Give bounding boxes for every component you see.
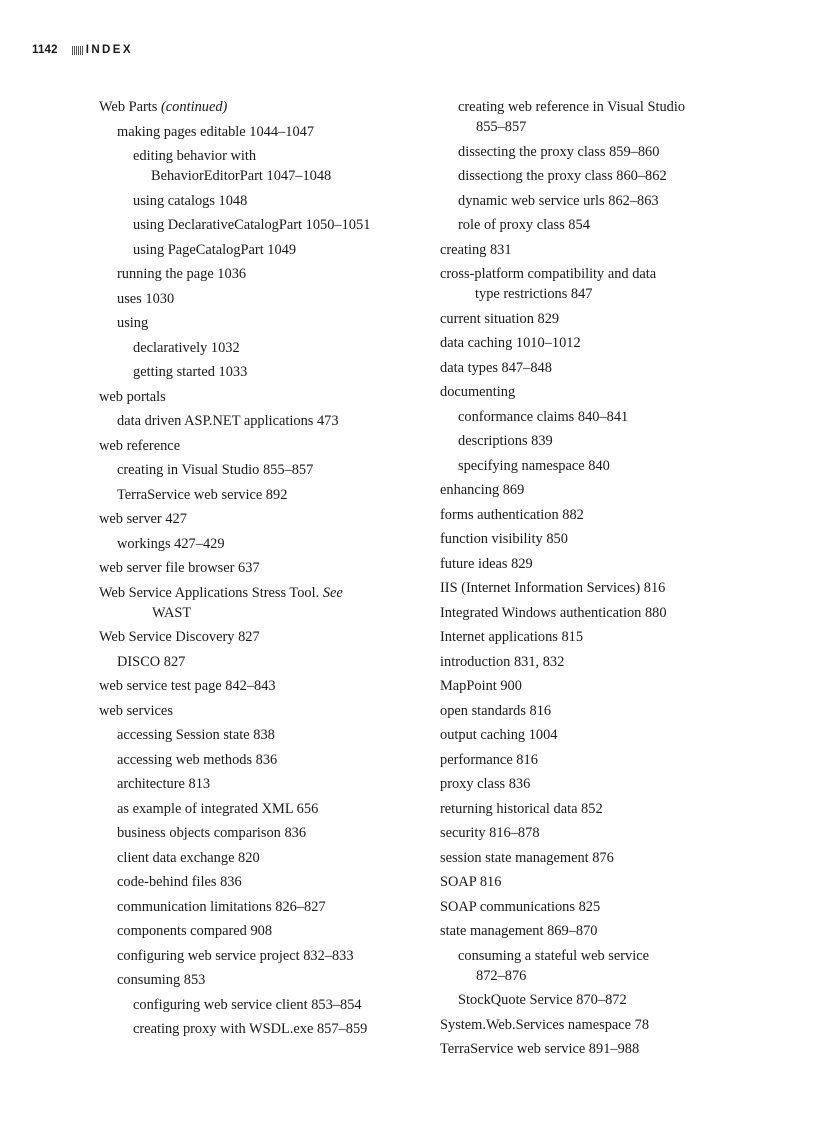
entry-continued: (continued) <box>161 99 228 115</box>
entry-text: client data exchange 820 <box>117 849 260 866</box>
index-subsubentry <box>440 431 740 451</box>
index-subentry <box>99 921 429 941</box>
entry-text: creating in Visual Studio 855–857 <box>117 462 314 478</box>
entry-text: using catalogs 1048 <box>133 192 248 209</box>
index-subentry <box>440 799 740 819</box>
entry-text: web services <box>99 702 173 719</box>
index-subentry <box>440 264 740 304</box>
entry-text: creating 831 <box>440 241 512 258</box>
entry-text-continuation: 855–857 <box>476 119 527 135</box>
entry-text: output caching 1004 <box>440 727 558 743</box>
index-subentry <box>440 505 740 525</box>
entry-text: descriptions 839 <box>458 433 553 449</box>
entry-text: configuring web service client 853–854 <box>133 996 362 1013</box>
entry-text: state management 869–870 <box>440 923 598 939</box>
entry-text: Web Service Applications Stress Tool. <box>99 584 323 601</box>
index-entry <box>99 558 429 578</box>
entry-text: creating web reference in Visual Studio <box>458 99 686 115</box>
index-entry <box>99 97 429 117</box>
entry-text: Integrated Windows authentication 880 <box>440 604 667 621</box>
index-subsubentry <box>99 215 429 235</box>
entry-text: consuming 853 <box>117 972 206 988</box>
entry-text: communication limitations 826–827 <box>117 898 326 915</box>
index-subentry <box>99 652 429 672</box>
index-subsubentry <box>99 362 429 382</box>
entry-text: data types 847–848 <box>440 359 552 376</box>
index-subentry <box>440 701 740 721</box>
entry-text: getting started 1033 <box>133 364 248 380</box>
index-subentry <box>99 264 429 284</box>
index-subentry <box>440 627 740 647</box>
entry-text: web server file browser 637 <box>99 560 260 576</box>
entry-text: MapPoint 900 <box>440 678 522 694</box>
index-subentry <box>440 358 740 378</box>
entry-text: web portals <box>99 388 166 405</box>
index-entry <box>99 436 429 456</box>
hatch-ornament-icon <box>72 46 83 55</box>
index-subentry <box>99 725 429 745</box>
index-entry <box>99 627 429 647</box>
index-entry <box>99 701 429 721</box>
entry-text: editing behavior with <box>133 148 257 164</box>
index-subentry <box>440 774 740 794</box>
index-entry <box>99 509 429 529</box>
index-subentry <box>440 603 740 623</box>
entry-text: future ideas 829 <box>440 555 533 572</box>
entry-text: returning historical data 852 <box>440 800 603 817</box>
entry-text: security 816–878 <box>440 825 540 841</box>
index-subsubentry <box>440 142 740 162</box>
index-subentry <box>99 460 429 480</box>
index-subsubentry <box>440 215 740 235</box>
section-title: INDEX <box>85 44 133 56</box>
entry-text: dissectiong the proxy class 860–862 <box>458 168 667 184</box>
entry-text: architecture 813 <box>117 776 211 792</box>
index-entry <box>99 387 429 407</box>
index-subentry <box>99 411 429 431</box>
section-label <box>72 44 133 56</box>
entry-text: creating proxy with WSDL.exe 857–859 <box>133 1021 368 1037</box>
entry-text: running the page 1036 <box>117 266 247 282</box>
index-subentry <box>440 823 740 843</box>
entry-text: data driven ASP.NET applications 473 <box>117 413 339 429</box>
entry-text: web reference <box>99 437 181 454</box>
entry-text-continuation: BehaviorEditorPart 1047–1048 <box>151 168 332 184</box>
entry-text: as example of integrated XML 656 <box>117 800 319 817</box>
index-subentry <box>99 970 429 990</box>
entry-see-target: WAST <box>152 604 192 621</box>
entry-text: enhancing 869 <box>440 482 525 498</box>
entry-text: consuming a stateful web service <box>458 947 650 964</box>
index-subentry <box>99 823 429 843</box>
entry-text: introduction 831, 832 <box>440 653 565 670</box>
entry-text: web server 427 <box>99 511 187 527</box>
entry-text: configuring web service project 832–833 <box>117 947 354 964</box>
entry-text: SOAP 816 <box>440 874 502 890</box>
entry-see-reference: See <box>322 584 343 601</box>
entry-text: Web Parts <box>99 99 161 115</box>
entry-text: Web Service Discovery 827 <box>99 629 260 645</box>
index-subentry <box>440 848 740 868</box>
entry-text: cross-platform compatibility and data <box>440 266 657 282</box>
index-subentry <box>99 750 429 770</box>
entry-text: forms authentication 882 <box>440 506 584 523</box>
entry-text: workings 427–429 <box>117 535 225 552</box>
index-subentry <box>440 676 740 696</box>
entry-text: open standards 816 <box>440 702 552 719</box>
index-subentry <box>99 897 429 917</box>
index-subentry <box>440 554 740 574</box>
index-subentry <box>440 382 740 402</box>
entry-text: StockQuote Service 870–872 <box>458 992 627 1008</box>
index-subsubentry <box>99 191 429 211</box>
entry-text: function visibility 850 <box>440 531 568 547</box>
entry-text: using PageCatalogPart 1049 <box>133 241 297 258</box>
entry-text: conformance claims 840–841 <box>458 408 629 425</box>
index-subentry <box>440 240 740 260</box>
index-subentry <box>440 309 740 329</box>
index-subentry <box>99 872 429 892</box>
index-entry <box>99 583 429 623</box>
index-subentry <box>99 848 429 868</box>
index-subentry <box>440 921 740 941</box>
index-subentry <box>99 313 429 333</box>
running-header <box>32 41 133 59</box>
page-number: 1142 <box>32 44 58 56</box>
entry-text: performance 816 <box>440 751 538 768</box>
index-subentry <box>99 289 429 309</box>
index-subentry <box>440 333 740 353</box>
index-column-right <box>440 97 740 1064</box>
entry-text: dissecting the proxy class 859–860 <box>458 143 660 160</box>
index-subentry <box>440 750 740 770</box>
entry-text: proxy class 836 <box>440 776 531 792</box>
entry-text: making pages editable 1044–1047 <box>117 123 315 140</box>
entry-text: accessing Session state 838 <box>117 727 275 743</box>
index-subentry <box>440 529 740 549</box>
entry-text: specifying namespace 840 <box>458 457 610 474</box>
index-subentry <box>440 652 740 672</box>
entry-text: using <box>117 315 149 331</box>
index-subentry <box>440 578 740 598</box>
index-subentry <box>440 1015 740 1035</box>
entry-text: session state management 876 <box>440 849 614 866</box>
entry-text: IIS (Internet Information Services) 816 <box>440 580 666 596</box>
index-subentry <box>99 799 429 819</box>
index-subsubentry <box>440 946 740 986</box>
index-subentry <box>440 897 740 917</box>
index-subsubentry <box>440 166 740 186</box>
index-subentry <box>99 122 429 142</box>
index-subsubentry <box>99 995 429 1015</box>
entry-text: uses 1030 <box>117 290 175 307</box>
index-subsubentry <box>99 338 429 358</box>
index-subsubentry <box>99 146 429 186</box>
index-entry <box>99 676 429 696</box>
entry-text: SOAP communications 825 <box>440 898 601 915</box>
entry-text: code-behind files 836 <box>117 874 242 890</box>
index-subsubentry <box>440 456 740 476</box>
entry-text: web service test page 842–843 <box>99 678 276 694</box>
index-subentry <box>440 725 740 745</box>
index-subentry <box>99 534 429 554</box>
index-subentry <box>440 872 740 892</box>
entry-text: System.Web.Services namespace 78 <box>440 1016 650 1033</box>
index-subentry <box>440 1039 740 1059</box>
entry-text: current situation 829 <box>440 310 560 327</box>
index-subentry <box>99 774 429 794</box>
index-subsubentry <box>440 990 740 1010</box>
entry-text: accessing web methods 836 <box>117 751 278 768</box>
entry-text: documenting <box>440 384 516 400</box>
index-subsubentry <box>440 97 740 137</box>
entry-text: dynamic web service urls 862–863 <box>458 192 659 209</box>
entry-text: DISCO 827 <box>117 653 186 670</box>
entry-text: role of proxy class 854 <box>458 217 590 233</box>
index-subsubentry <box>99 240 429 260</box>
entry-text-continuation: 872–876 <box>476 967 527 984</box>
entry-text: TerraService web service 892 <box>117 486 288 503</box>
index-column-left <box>99 97 429 1044</box>
entry-text: TerraService web service 891–988 <box>440 1041 640 1057</box>
entry-text: declaratively 1032 <box>133 339 240 356</box>
entry-text: business objects comparison 836 <box>117 825 307 841</box>
entry-text: data caching 1010–1012 <box>440 335 581 351</box>
index-subentry <box>99 485 429 505</box>
index-subentry <box>440 480 740 500</box>
entry-text: Internet applications 815 <box>440 629 584 645</box>
entry-text: using DeclarativeCatalogPart 1050–1051 <box>133 217 371 233</box>
entry-text: components compared 908 <box>117 923 273 939</box>
index-subsubentry <box>440 407 740 427</box>
index-subsubentry <box>440 191 740 211</box>
index-subsubentry <box>99 1019 429 1039</box>
entry-text-continuation: type restrictions 847 <box>475 286 593 302</box>
index-subentry <box>99 946 429 966</box>
